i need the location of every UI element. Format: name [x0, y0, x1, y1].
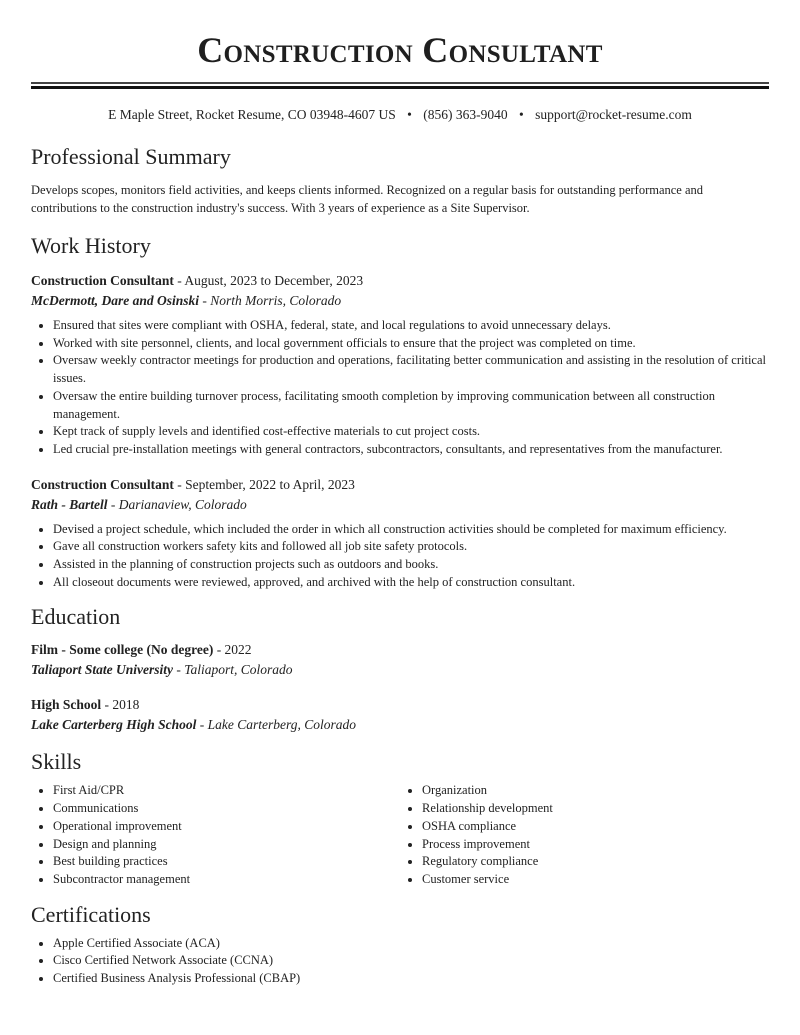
- list-item: • All closeout documents were reviewed, approved, and archived with the help of construction consultant.: [53, 574, 769, 592]
- section-heading: Professional Summary: [31, 144, 231, 169]
- list-item: • Led crucial pre-installation meetings with general contractors, subcontractors, consultants, and representatives from the manufacturer.: [53, 441, 769, 459]
- company-name: McDermott, Dare and Osinski: [31, 293, 200, 308]
- school-location: - Lake Carterberg, Colorado: [196, 717, 357, 733]
- certifications-list: [31, 935, 769, 988]
- list-item: • Worked with site personnel, clients, and local government officials to ensure that the project was completed on time.: [53, 335, 769, 353]
- list-item: • OSHA compliance: [422, 818, 769, 836]
- job-bullets: [31, 317, 769, 459]
- degree-line: [31, 695, 769, 715]
- degree-line: [31, 640, 769, 660]
- job-title-line: [31, 475, 769, 495]
- list-item: • Organization: [422, 782, 769, 800]
- degree-name: High School: [31, 697, 102, 713]
- job-entry: [31, 271, 769, 459]
- skills-grid: [31, 782, 769, 888]
- contact-address: E Maple Street, Rocket Resume, CO 03948-4607 US: [108, 107, 396, 122]
- school-name: Taliaport State University: [31, 662, 174, 678]
- section-work-history: [31, 232, 769, 591]
- list-item: • Apple Certified Associate (ACA): [53, 935, 769, 953]
- resume-header: [31, 0, 769, 124]
- list-item: • Relationship development: [422, 800, 769, 818]
- bullet-separator: •: [407, 107, 412, 122]
- section-education: [31, 603, 769, 735]
- list-item: • Process improvement: [422, 836, 769, 854]
- section-heading: Education: [31, 604, 121, 630]
- education-entry: [31, 640, 769, 680]
- section-heading: Skills: [31, 749, 82, 775]
- job-title-line: [31, 271, 769, 291]
- list-item: • Certified Business Analysis Professional (CBAP): [53, 970, 769, 988]
- list-item: • Cisco Certified Network Associate (CCNA): [53, 952, 769, 970]
- job-bullets: [31, 521, 769, 592]
- bullet-separator: •: [518, 107, 524, 122]
- contact-phone: (856) 363-9040: [423, 107, 508, 122]
- school-line: [31, 715, 769, 735]
- rule-thin-line: [31, 82, 769, 84]
- list-item: • Ensured that sites were compliant with OSHA, federal, state, and local regulations to avoid unnecessary delays.: [53, 317, 769, 335]
- list-item: • Devised a project schedule, which included the order in which all construction activities should be completed for maximum efficiency.: [53, 521, 769, 539]
- degree-year: - 2018: [101, 697, 140, 713]
- header-double-rule: [31, 82, 769, 89]
- company-name: Rath - Bartell: [31, 496, 108, 512]
- list-item: • Operational improvement: [53, 818, 400, 836]
- list-item: • Regulatory compliance: [422, 853, 769, 871]
- list-item: • Kept track of supply levels and identified cost-effective materials to cut project costs.: [53, 423, 769, 441]
- education-entry: [31, 695, 769, 735]
- list-item: • Design and planning: [53, 836, 400, 854]
- job-title: Construction Consultant: [31, 476, 174, 492]
- skills-column-left: [31, 782, 400, 888]
- list-item: • Customer service: [422, 871, 769, 889]
- degree-name: Film - Some college (No degree): [31, 642, 214, 658]
- contact-email: support@rocket-resume.com: [535, 107, 692, 122]
- company-line: [31, 495, 769, 515]
- skills-column-right: [400, 782, 769, 888]
- list-item: • Best building practices: [53, 853, 400, 871]
- list-item: • Oversaw the entire building turnover process, facilitating smooth completion by improving communication between all construction management.: [53, 388, 769, 423]
- list-item: • Subcontractor management: [53, 871, 400, 889]
- section-certifications: [31, 901, 769, 988]
- section-heading: Work History: [31, 233, 151, 258]
- list-item: • Gave all construction workers safety kits and followed all job site safety protocols.: [53, 538, 769, 556]
- section-heading: Certifications: [31, 901, 151, 927]
- rule-thick-line: [31, 86, 769, 89]
- school-line: [31, 660, 769, 680]
- candidate-name: Construction Consultant: [197, 30, 603, 70]
- list-item: • Assisted in the planning of construction projects such as outdoors and books.: [53, 556, 769, 574]
- summary-text: Develops scopes, monitors field activities, and keeps clients informed. Recognized on a regular basis for outstanding performance and contributions to the construction industry's success. With 3 years of experience as a Site Supervisor.: [31, 183, 704, 215]
- school-location: - Taliaport, Colorado: [173, 662, 293, 678]
- job-dates: - August, 2023 to December, 2023: [173, 273, 364, 288]
- job-title: Construction Consultant: [31, 273, 174, 288]
- contact-line: [31, 106, 769, 124]
- degree-year: - 2022: [213, 642, 252, 658]
- list-item: • Oversaw weekly contractor meetings for production and operations, facilitating better communication and assisting in the resolution of critical issues.: [53, 352, 769, 387]
- list-item: • Communications: [53, 800, 400, 818]
- company-location: - Darianaview, Colorado: [107, 496, 247, 512]
- job-entry: [31, 475, 769, 592]
- section-skills: [31, 748, 769, 888]
- list-item: • First Aid/CPR: [53, 782, 400, 800]
- company-line: [31, 291, 769, 311]
- job-dates: - September, 2022 to April, 2023: [173, 476, 355, 492]
- section-professional-summary: [31, 143, 769, 217]
- company-location: - North Morris, Colorado: [199, 293, 342, 308]
- school-name: Lake Carterberg High School: [31, 717, 197, 733]
